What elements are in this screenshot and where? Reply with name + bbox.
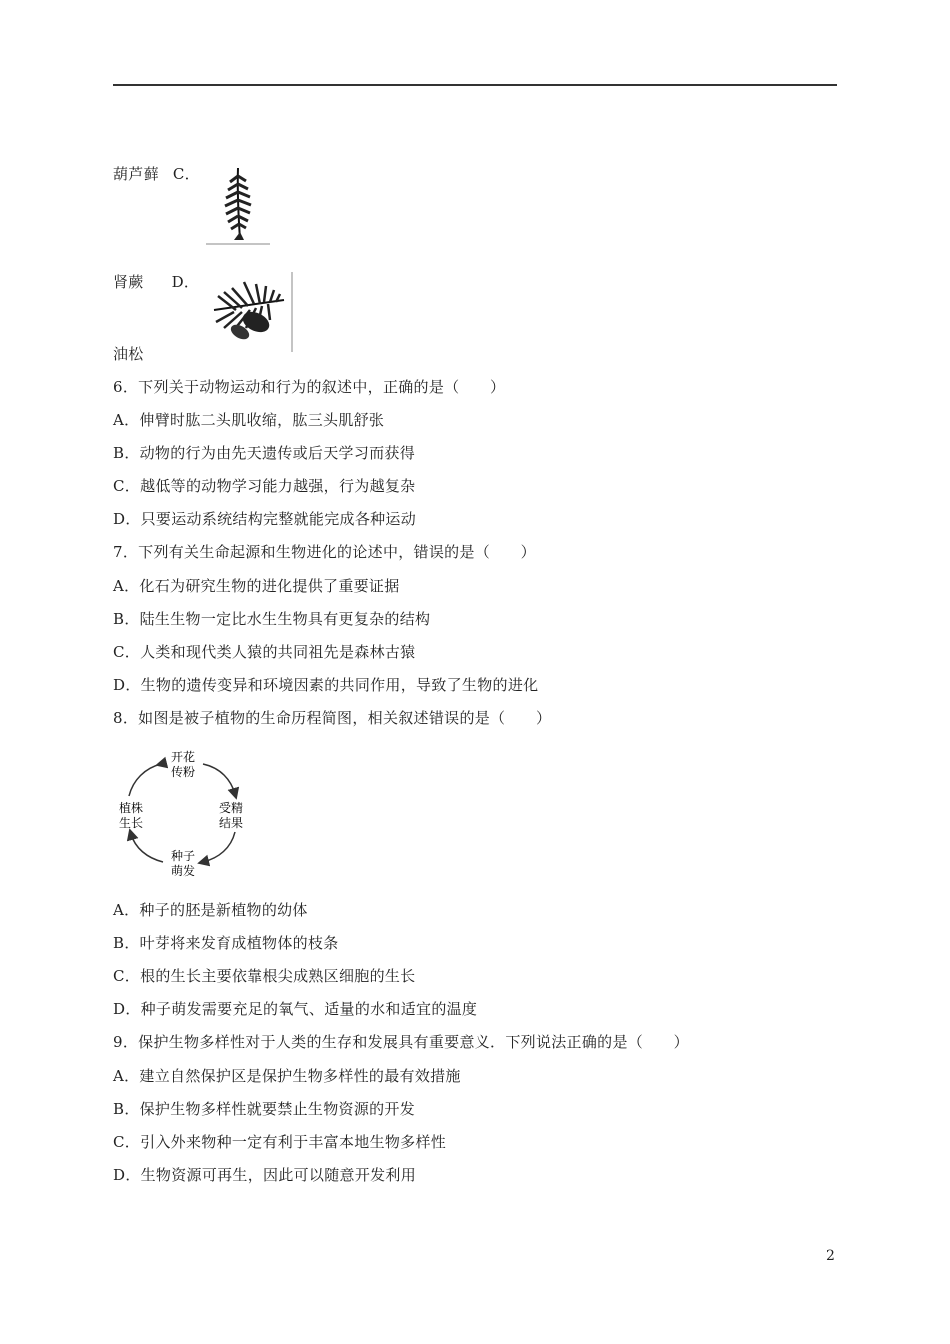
q7-option-c: C．人类和现代类人猿的共同祖先是森林古猿 <box>113 643 416 661</box>
q9-stem: 9．保护生物多样性对于人类的生存和发展具有重要意义．下列说法正确的是（ ） <box>113 1033 689 1051</box>
q8-option-b: B．叶芽将来发育成植物体的枝条 <box>113 934 339 952</box>
q7-option-a: A．化石为研究生物的进化提供了重要证据 <box>113 577 400 595</box>
cycle-bottom-1: 种子 <box>170 849 196 863</box>
option-label-pine: 油松 <box>113 345 144 363</box>
q7-option-d: D．生物的遗传变异和环境因素的共同作用，导致了生物的进化 <box>113 676 539 694</box>
q7-option-b: B．陆生生物一定比水生生物具有更复杂的结构 <box>113 610 431 628</box>
header-rule <box>113 84 837 86</box>
q8-option-c: C．根的生长主要依靠根尖成熟区细胞的生长 <box>113 967 416 985</box>
q9-option-c: C．引入外来物种一定有利于丰富本地生物多样性 <box>113 1133 447 1151</box>
cycle-right-2: 结果 <box>218 816 244 830</box>
q9-option-d: D．生物资源可再生，因此可以随意开发利用 <box>113 1166 417 1184</box>
q7-stem: 7．下列有关生命起源和生物进化的论述中，错误的是（ ） <box>113 543 536 561</box>
option-label-fern: 肾蕨 D． <box>113 273 200 291</box>
q6-option-c: C．越低等的动物学习能力越强，行为越复杂 <box>113 477 416 495</box>
q8-stem: 8．如图是被子植物的生命历程简图，相关叙述错误的是（ ） <box>113 709 552 727</box>
pine-image <box>204 270 296 354</box>
q6-stem: 6．下列关于动物运动和行为的叙述中，正确的是（ ） <box>113 378 506 396</box>
q6-option-b: B．动物的行为由先天遗传或后天学习而获得 <box>113 444 416 462</box>
q6-option-a: A．伸臂时肱二头肌收缩，肱三头肌舒张 <box>113 411 385 429</box>
q8-option-d: D．种子萌发需要充足的氧气、适量的水和适宜的温度 <box>113 1000 478 1018</box>
q6-option-d: D．只要运动系统结构完整就能完成各种运动 <box>113 510 417 528</box>
option-label-moss: 葫芦藓 C． <box>113 165 200 183</box>
cycle-bottom-2: 萌发 <box>170 864 196 878</box>
plant-life-cycle-diagram <box>113 746 253 882</box>
page-number: 2 <box>826 1248 835 1264</box>
q8-option-a: A．种子的胚是新植物的幼体 <box>113 901 308 919</box>
cycle-left-1: 植株 <box>118 801 144 815</box>
q9-option-b: B．保护生物多样性就要禁止生物资源的开发 <box>113 1100 416 1118</box>
fern-image <box>204 162 272 248</box>
cycle-top-1: 开花 <box>170 750 196 764</box>
q9-option-a: A．建立自然保护区是保护生物多样性的最有效措施 <box>113 1067 461 1085</box>
cycle-right-1: 受精 <box>218 801 244 815</box>
cycle-left-2: 生长 <box>118 816 144 830</box>
cycle-top-2: 传粉 <box>170 765 196 779</box>
